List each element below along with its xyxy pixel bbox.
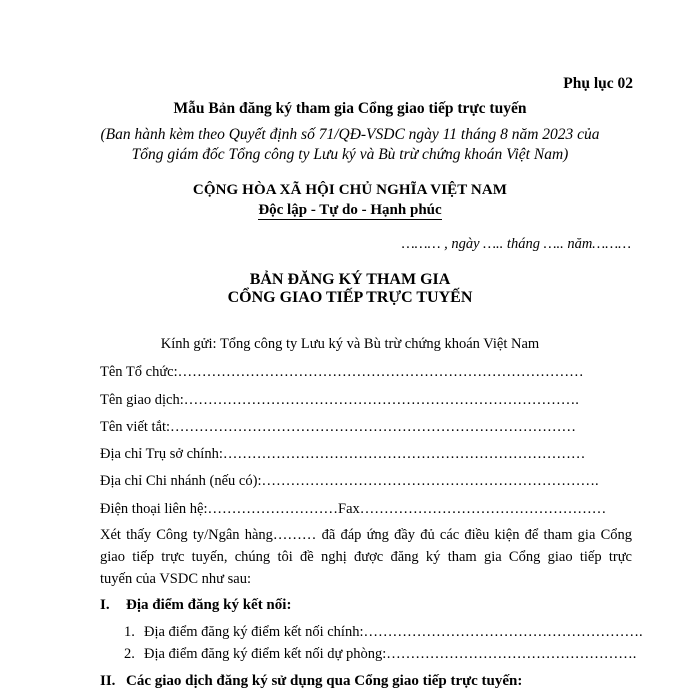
field-head-office: Địa chỉ Trụ sở chính:………………………………………………………………… <box>100 446 586 462</box>
form-title: Mẫu Bản đăng ký tham gia Cổng giao tiếp trực tuyến <box>173 100 527 117</box>
issued-note-line-2: Tổng giám đốc Tổng công ty Lưu ký và Bù trừ chứng khoán Việt Nam) <box>131 146 569 163</box>
date-line: ……… , ngày ….. tháng ….. năm……… <box>401 236 631 252</box>
section-1-number: I. <box>100 597 110 613</box>
field-branch: Địa chỉ Chi nhánh (nếu có):……………………………………………………………. <box>100 473 599 489</box>
field-org-name: Tên Tổ chức:………………………………………………………………………… <box>100 364 584 380</box>
item-number: 2. <box>124 646 135 662</box>
field-trade-name: Tên giao dịch:………………………………………………………………………. <box>100 392 579 408</box>
section-2-number: II. <box>100 673 116 689</box>
document-title-line-1: BẢN ĐĂNG KÝ THAM GIA <box>249 271 451 288</box>
field-short-name: Tên viết tắt:………………………………………………………………………… <box>100 419 577 435</box>
intro-line-2: giao tiếp trực tuyến, chúng tôi đề nghị được đăng ký tham gia Cổng giao tiếp trực <box>100 549 632 565</box>
section-2-heading <box>100 673 522 690</box>
intro-line-1: Xét thấy Công ty/Ngân hàng……… đã đáp ứng đầy đủ các điều kiện để tham gia Cổng <box>100 527 632 543</box>
national-motto-text: Độc lập - Tự do - Hạnh phúc <box>258 202 442 218</box>
section-1-item-1 <box>124 624 643 641</box>
field-phone-fax: Điện thoại liên hệ:………………………Fax…………………………………………… <box>100 501 607 517</box>
intro-line-3: tuyến của VSDC như sau: <box>100 571 251 587</box>
national-motto <box>0 202 700 219</box>
item-number: 1. <box>124 624 135 640</box>
recipient-line: Kính gửi: Tổng công ty Lưu ký và Bù trừ chứng khoán Việt Nam <box>160 336 540 352</box>
national-title: CỘNG HÒA XÃ HỘI CHỦ NGHĨA VIỆT NAM <box>192 182 508 198</box>
section-1-heading <box>100 597 291 614</box>
section-1-item-2 <box>124 646 636 663</box>
issued-note-line-1: (Ban hành kèm theo Quyết định số 71/QĐ-VSDC ngày 11 tháng 8 năm 2023 của <box>100 126 600 143</box>
section-1-title: Địa điểm đăng ký kết nối: <box>126 597 292 613</box>
item-text: Địa điểm đăng ký điểm kết nối dự phòng:……………………………………………. <box>144 646 637 662</box>
section-2-title: Các giao dịch đăng ký sử dụng qua Cổng giao tiếp trực tuyến: <box>126 673 523 689</box>
item-text: Địa điểm đăng ký điểm kết nối chính:…………………………………………………. <box>144 624 643 640</box>
intro-paragraph <box>100 524 632 590</box>
document-title-line-2: CỔNG GIAO TIẾP TRỰC TUYẾN <box>227 289 473 306</box>
appendix-label: Phụ lục 02 <box>563 75 633 92</box>
